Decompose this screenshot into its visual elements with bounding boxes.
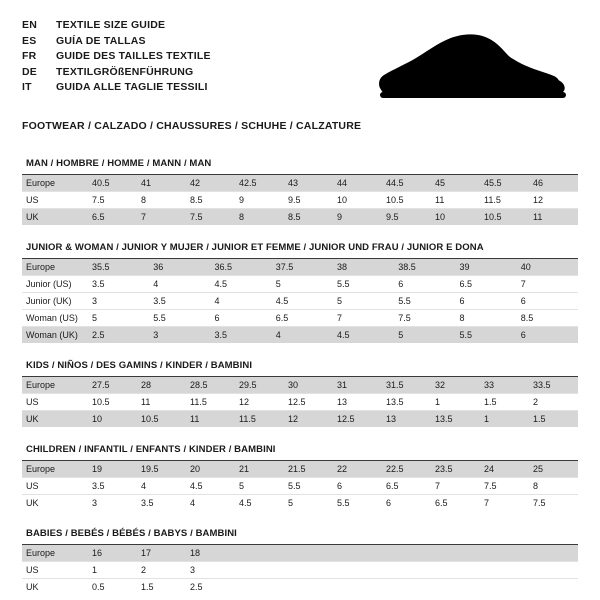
cell: 13.5 (431, 411, 480, 428)
cell: 7.5 (394, 310, 455, 327)
cell: 2.5 (186, 579, 235, 596)
cell: 3.5 (88, 478, 137, 495)
cell: 28 (137, 377, 186, 394)
section-title: JUNIOR & WOMAN / JUNIOR Y MUJER / JUNIOR ET FEMME / JUNIOR UND FRAU / JUNIOR E DONA (22, 242, 578, 259)
cell: 5 (235, 478, 284, 495)
row-label: UK (22, 495, 88, 512)
language-code: IT (22, 81, 32, 93)
table-row (22, 209, 578, 226)
cell: 16 (88, 545, 137, 562)
cell: 40 (517, 259, 578, 276)
language-code: DE (22, 65, 37, 78)
language-title-list (22, 18, 211, 96)
cell: 30 (284, 377, 333, 394)
row-label: UK (22, 411, 88, 428)
cell: 13.5 (382, 394, 431, 411)
cell: 7.5 (529, 495, 578, 512)
size-table (22, 545, 578, 595)
header (22, 18, 578, 106)
cell: 21 (235, 461, 284, 478)
cell: 37.5 (272, 259, 333, 276)
cell: 6.5 (456, 276, 517, 293)
cell: 20 (186, 461, 235, 478)
table-row (22, 562, 578, 579)
cell: 3.5 (211, 327, 272, 344)
language-row (22, 80, 211, 96)
section-title: BABIES / BEBÉS / BÉBÉS / BABYS / BAMBINI (22, 528, 578, 545)
cell: 3.5 (88, 276, 149, 293)
cell: 5 (88, 310, 149, 327)
cell: 0.5 (88, 579, 137, 596)
table-row (22, 545, 578, 562)
cell: 11 (529, 209, 578, 226)
cell: 45 (431, 175, 480, 192)
cell: 7 (333, 310, 394, 327)
cell: 6 (517, 327, 578, 344)
cell: 8 (456, 310, 517, 327)
cell-empty (235, 545, 578, 562)
cell: 10 (333, 192, 382, 209)
table-row (22, 411, 578, 428)
section-children (22, 444, 578, 511)
cell: 12 (529, 192, 578, 209)
row-label: UK (22, 209, 88, 226)
cell: 38 (333, 259, 394, 276)
cell: 33.5 (529, 377, 578, 394)
cell: 5.5 (333, 276, 394, 293)
cell: 3 (186, 562, 235, 579)
cell: 4 (137, 478, 186, 495)
cell: 7 (137, 209, 186, 226)
language-title: TEXTILE SIZE GUIDE (56, 19, 166, 31)
cell: 22.5 (382, 461, 431, 478)
table-row (22, 377, 578, 394)
cell: 19 (88, 461, 137, 478)
cell: 5.5 (394, 293, 455, 310)
cell: 41 (137, 175, 186, 192)
cell: 7 (517, 276, 578, 293)
row-label: UK (22, 579, 88, 596)
cell: 44.5 (382, 175, 431, 192)
cell: 10.5 (88, 394, 137, 411)
cell: 40.5 (88, 175, 137, 192)
cell: 6 (211, 310, 272, 327)
cell: 11 (137, 394, 186, 411)
cell: 12 (235, 394, 284, 411)
row-label: Junior (UK) (22, 293, 88, 310)
cell: 25 (529, 461, 578, 478)
language-code: ES (22, 34, 37, 47)
cell: 12.5 (333, 411, 382, 428)
cell: 5.5 (333, 495, 382, 512)
cell: 2.5 (88, 327, 149, 344)
cell: 11 (431, 192, 480, 209)
row-label: Europe (22, 175, 88, 192)
table-row (22, 461, 578, 478)
cell: 18 (186, 545, 235, 562)
cell: 10.5 (480, 209, 529, 226)
cell: 43 (284, 175, 333, 192)
table-row (22, 579, 578, 596)
table-row (22, 327, 578, 344)
table-row (22, 175, 578, 192)
size-table (22, 259, 578, 343)
section-babies (22, 528, 578, 595)
cell: 11.5 (186, 394, 235, 411)
row-label: Woman (UK) (22, 327, 88, 344)
cell: 2 (137, 562, 186, 579)
cell: 10.5 (137, 411, 186, 428)
cell: 7 (480, 495, 529, 512)
cell: 11 (186, 411, 235, 428)
cell: 4.5 (235, 495, 284, 512)
row-label: US (22, 394, 88, 411)
cell: 3 (88, 495, 137, 512)
section-junior-woman (22, 242, 578, 343)
cell: 6.5 (88, 209, 137, 226)
language-code: EN (22, 19, 37, 31)
cell: 3 (88, 293, 149, 310)
cell: 8.5 (517, 310, 578, 327)
row-label: Woman (US) (22, 310, 88, 327)
cell: 42.5 (235, 175, 284, 192)
cell: 8 (235, 209, 284, 226)
size-table (22, 377, 578, 427)
cell: 13 (382, 411, 431, 428)
cell: 1 (431, 394, 480, 411)
cell: 5 (333, 293, 394, 310)
cell: 12.5 (284, 394, 333, 411)
cell: 9 (235, 192, 284, 209)
cell: 29.5 (235, 377, 284, 394)
cell: 6 (456, 293, 517, 310)
cell: 44 (333, 175, 382, 192)
cell: 7.5 (186, 209, 235, 226)
cell: 3.5 (149, 293, 210, 310)
cell: 5 (284, 495, 333, 512)
cell: 4 (211, 293, 272, 310)
language-row (22, 49, 211, 65)
cell: 7.5 (480, 478, 529, 495)
row-label: US (22, 478, 88, 495)
cell: 24 (480, 461, 529, 478)
cell: 10 (431, 209, 480, 226)
table-row (22, 495, 578, 512)
table-row (22, 394, 578, 411)
cell: 12 (284, 411, 333, 428)
table-row (22, 478, 578, 495)
cell: 9 (333, 209, 382, 226)
cell: 31 (333, 377, 382, 394)
cell: 45.5 (480, 175, 529, 192)
cell: 7.5 (88, 192, 137, 209)
language-title: GUIDE DES TAILLES TEXTILE (56, 50, 211, 62)
cell: 22 (333, 461, 382, 478)
row-label: US (22, 562, 88, 579)
cell: 1 (88, 562, 137, 579)
size-table (22, 461, 578, 511)
cell: 19.5 (137, 461, 186, 478)
cell: 6 (517, 293, 578, 310)
cell: 6.5 (382, 478, 431, 495)
cell-empty (235, 579, 578, 596)
language-row (22, 34, 211, 50)
cell: 13 (333, 394, 382, 411)
cell: 35.5 (88, 259, 149, 276)
cell: 2 (529, 394, 578, 411)
cell: 33 (480, 377, 529, 394)
language-code: FR (22, 50, 37, 62)
row-label: Europe (22, 259, 88, 276)
cell: 6 (333, 478, 382, 495)
cell: 5 (394, 327, 455, 344)
table-row (22, 259, 578, 276)
cell: 42 (186, 175, 235, 192)
cell: 4.5 (333, 327, 394, 344)
section-title: KIDS / NIÑOS / DES GAMINS / KINDER / BAMBINI (22, 360, 578, 377)
cell: 4 (272, 327, 333, 344)
section-title: CHILDREN / INFANTIL / ENFANTS / KINDER / BAMBINI (22, 444, 578, 461)
row-label: Europe (22, 545, 88, 562)
section-man (22, 158, 578, 225)
cell: 10.5 (382, 192, 431, 209)
table-row (22, 276, 578, 293)
cell: 36.5 (211, 259, 272, 276)
row-label: Europe (22, 377, 88, 394)
cell: 4.5 (272, 293, 333, 310)
row-label: US (22, 192, 88, 209)
cell: 21.5 (284, 461, 333, 478)
cell: 39 (456, 259, 517, 276)
table-row (22, 192, 578, 209)
cell: 6.5 (431, 495, 480, 512)
size-table (22, 175, 578, 225)
cell: 1 (480, 411, 529, 428)
cell: 6.5 (272, 310, 333, 327)
cell: 6 (394, 276, 455, 293)
cell: 46 (529, 175, 578, 192)
cell: 11.5 (480, 192, 529, 209)
language-title: GUIDA ALLE TAGLIE TESSILI (56, 81, 208, 93)
footwear-heading: FOOTWEAR / CALZADO / CHAUSSURES / SCHUHE / CALZATURE (22, 120, 362, 132)
cell: 36 (149, 259, 210, 276)
dress-shoe-icon (372, 26, 572, 106)
cell: 1.5 (480, 394, 529, 411)
cell: 23.5 (431, 461, 480, 478)
cell: 4 (186, 495, 235, 512)
cell: 27.5 (88, 377, 137, 394)
cell: 7 (431, 478, 480, 495)
cell: 9.5 (284, 192, 333, 209)
row-label: Junior (US) (22, 276, 88, 293)
cell: 11.5 (235, 411, 284, 428)
cell: 1.5 (137, 579, 186, 596)
cell: 17 (137, 545, 186, 562)
cell-empty (235, 562, 578, 579)
cell: 4.5 (186, 478, 235, 495)
cell: 4.5 (211, 276, 272, 293)
cell: 9.5 (382, 209, 431, 226)
cell: 1.5 (529, 411, 578, 428)
cell: 3.5 (137, 495, 186, 512)
cell: 4 (149, 276, 210, 293)
cell: 3 (149, 327, 210, 344)
cell: 8.5 (186, 192, 235, 209)
cell: 8.5 (284, 209, 333, 226)
language-row (22, 65, 211, 81)
cell: 38.5 (394, 259, 455, 276)
language-row (22, 18, 211, 34)
section-title: MAN / HOMBRE / HOMME / MANN / MAN (22, 158, 578, 175)
row-label: Europe (22, 461, 88, 478)
cell: 32 (431, 377, 480, 394)
language-title: GUÍA DE TALLAS (56, 34, 146, 47)
cell: 5.5 (456, 327, 517, 344)
cell: 28.5 (186, 377, 235, 394)
cell: 31.5 (382, 377, 431, 394)
cell: 5 (272, 276, 333, 293)
cell: 5.5 (149, 310, 210, 327)
cell: 8 (137, 192, 186, 209)
cell: 8 (529, 478, 578, 495)
cell: 10 (88, 411, 137, 428)
table-row (22, 293, 578, 310)
language-title: TEXTILGRÖßENFÜHRUNG (56, 65, 194, 78)
table-row (22, 310, 578, 327)
cell: 5.5 (284, 478, 333, 495)
cell: 6 (382, 495, 431, 512)
section-kids (22, 360, 578, 427)
